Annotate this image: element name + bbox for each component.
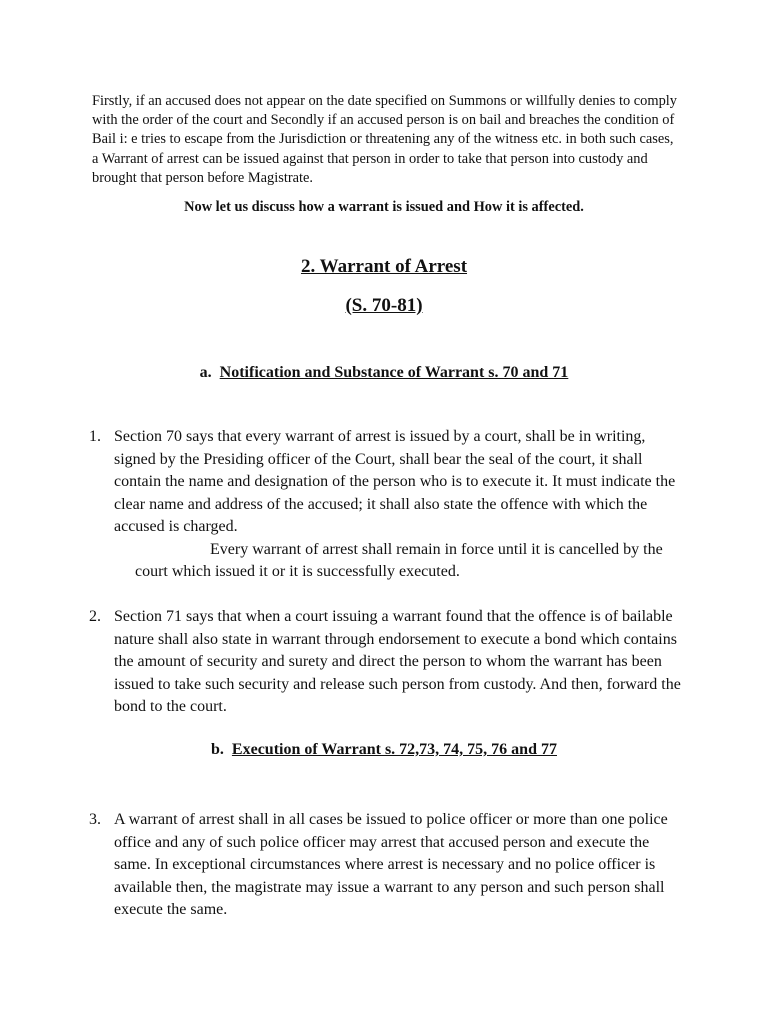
list-item	[89, 606, 689, 719]
list-item-number: 1.	[89, 428, 101, 445]
subsection-b-marker: b.	[211, 741, 224, 758]
section-reference-text: (S. 70-81)	[345, 295, 423, 316]
section-heading	[0, 256, 768, 278]
subsection-a-marker: a.	[199, 364, 212, 381]
list-item-number: 3.	[89, 811, 101, 828]
section-heading-text: 2. Warrant of Arrest	[300, 256, 468, 277]
subsection-a-heading	[0, 364, 768, 382]
list-item-text: Section 70 says that every warrant of arrest is issued by a court, shall be in writing, signed by the Presiding officer of the Court, shall bear the seal of the court, it shall contain the name and designation of the person who is to execute it. It must indicate the clear name and address of the accused; it shall also state the offence with which the accused is charged.	[114, 428, 676, 535]
section-reference	[0, 295, 768, 317]
lead-sentence: Now let us discuss how a warrant is issued and How it is affected.	[184, 199, 584, 215]
subsection-a-title: Notification and Substance of Warrant s. 70 and 71	[219, 364, 569, 381]
list-item-text: Section 71 says that when a court issuing a warrant found that the offence is of bailable nature shall also state in warrant through endorsement to execute a bond which contains the amount of security and surety and direct the person to whom the warrant has been issued to take such security and release such person from custody. And then, forward the bond to the court.	[114, 608, 681, 715]
list-item	[89, 426, 689, 584]
list-item-continuation: Every warrant of arrest shall remain in force until it is cancelled by the court which issued it or it is successfully executed.	[135, 540, 663, 580]
list-item	[89, 809, 689, 922]
intro-paragraph: Firstly, if an accused does not appear on the date specified on Summons or willfully denies to comply with the order of the court and Secondly if an accused person is on bail and breaches the condition of Bail i: e tries to escape from the Jurisdiction or threatening any of the witness etc. in both such cases, a Warrant of arrest can be issued against that person in order to take that person into custody and brought that person before Magistrate.	[92, 93, 677, 186]
list-item-number: 2.	[89, 608, 101, 625]
subsection-b-heading	[0, 741, 768, 759]
list-item-text: A warrant of arrest shall in all cases be issued to police officer or more than one police office and any of such police officer may arrest that accused person and execute the same. In exceptional circumstances where arrest is necessary and no police officer is available then, the magistrate may issue a warrant to any person and such person shall execute the same.	[114, 811, 668, 918]
subsection-b-title: Execution of Warrant s. 72,73, 74, 75, 76 and 77	[231, 741, 557, 758]
